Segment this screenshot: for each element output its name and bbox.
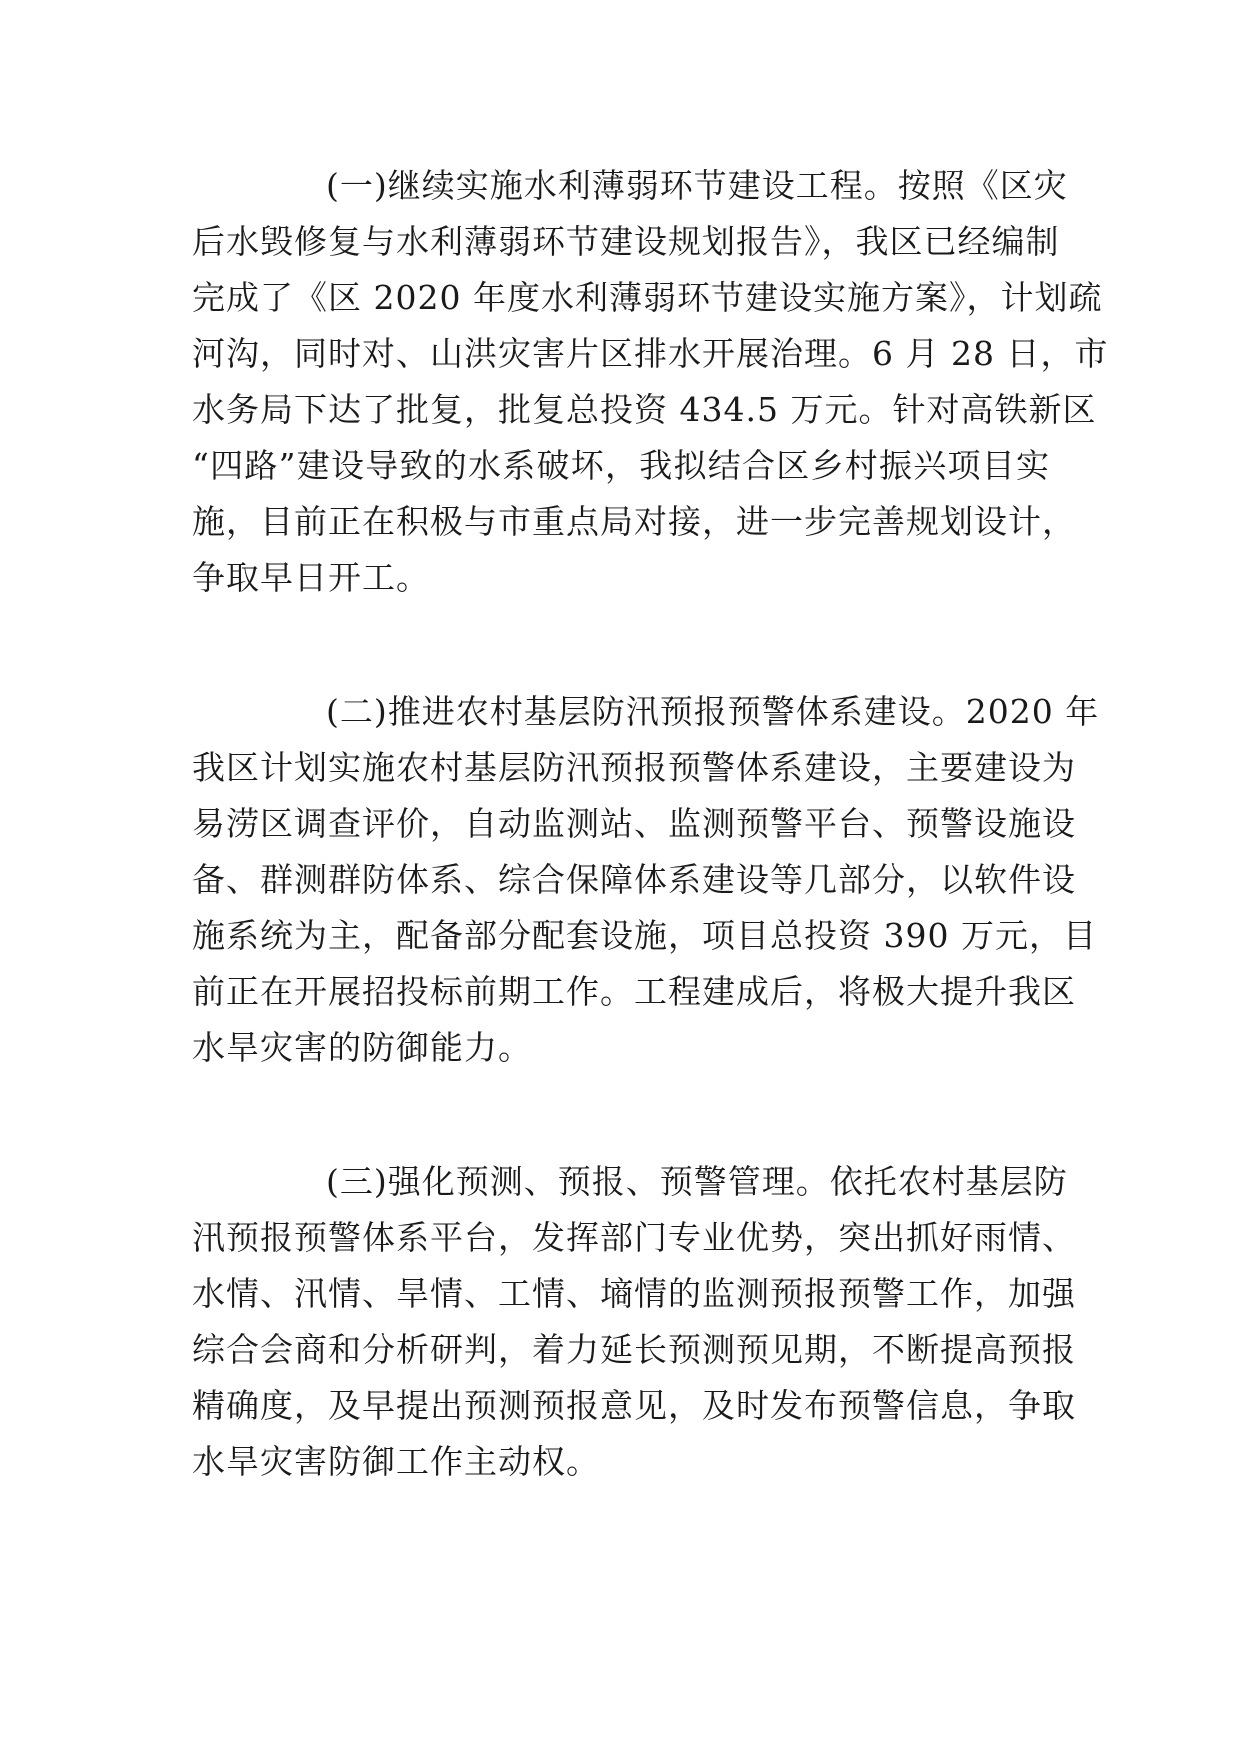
paragraph-line: (三)强化预测、预报、预警管理。依托农村基层防 — [326, 1162, 1068, 1201]
paragraph-line: 易涝区调查评价，自动监测站、监测预警平台、预警设施设 — [192, 804, 1076, 843]
paragraph-line: 水旱灾害防御工作主动权。 — [192, 1442, 600, 1481]
paragraph-line: 汛预报预警体系平台，发挥部门专业优势，突出抓好雨情、 — [192, 1218, 1076, 1257]
paragraph-line: “四路”建设导致的水系破坏，我拟结合区乡村振兴项目实 — [192, 446, 1050, 485]
paragraph-line: 水旱灾害的防御能力。 — [192, 1028, 532, 1067]
paragraph-line: 争取早日开工。 — [192, 558, 430, 597]
paragraph-line: 综合会商和分析研判，着力延长预测预见期，不断提高预报 — [192, 1330, 1076, 1369]
paragraph-line: 施系统为主，配备部分配套设施，项目总投资 390 万元，目 — [192, 916, 1097, 955]
paragraph-line: (二)推进农村基层防汛预报预警体系建设。2020 年 — [326, 692, 1100, 731]
paragraph-2 — [192, 684, 1100, 1076]
paragraph-3 — [192, 1154, 1076, 1490]
paragraph-line: 精确度，及早提出预测预报意见，及时发布预警信息，争取 — [192, 1386, 1076, 1425]
paragraph-line: (一)继续实施水利薄弱环节建设工程。按照《区灾 — [326, 166, 1068, 205]
paragraph-line: 前正在开展招投标前期工作。工程建成后，将极大提升我区 — [192, 972, 1076, 1011]
paragraph-line: 水情、汛情、旱情、工情、墒情的监测预报预警工作，加强 — [192, 1274, 1076, 1313]
paragraph-1 — [192, 158, 1109, 606]
paragraph-line: 完成了《区 2020 年度水利薄弱环节建设实施方案》，计划疏 — [192, 278, 1103, 317]
paragraph-line: 后水毁修复与水利薄弱环节建设规划报告》，我区已经编制 — [192, 222, 1060, 261]
paragraph-line: 水务局下达了批复，批复总投资 434.5 万元。针对高铁新区 — [192, 390, 1097, 429]
paragraph-line: 施，目前正在积极与市重点局对接，进一步完善规划设计， — [192, 502, 1076, 541]
paragraph-line: 我区计划实施农村基层防汛预报预警体系建设，主要建设为 — [192, 748, 1076, 787]
paragraph-line: 备、群测群防体系、综合保障体系建设等几部分，以软件设 — [192, 860, 1076, 899]
paragraph-line: 河沟，同时对、山洪灾害片区排水开展治理。6 月 28 日，市 — [192, 334, 1109, 373]
